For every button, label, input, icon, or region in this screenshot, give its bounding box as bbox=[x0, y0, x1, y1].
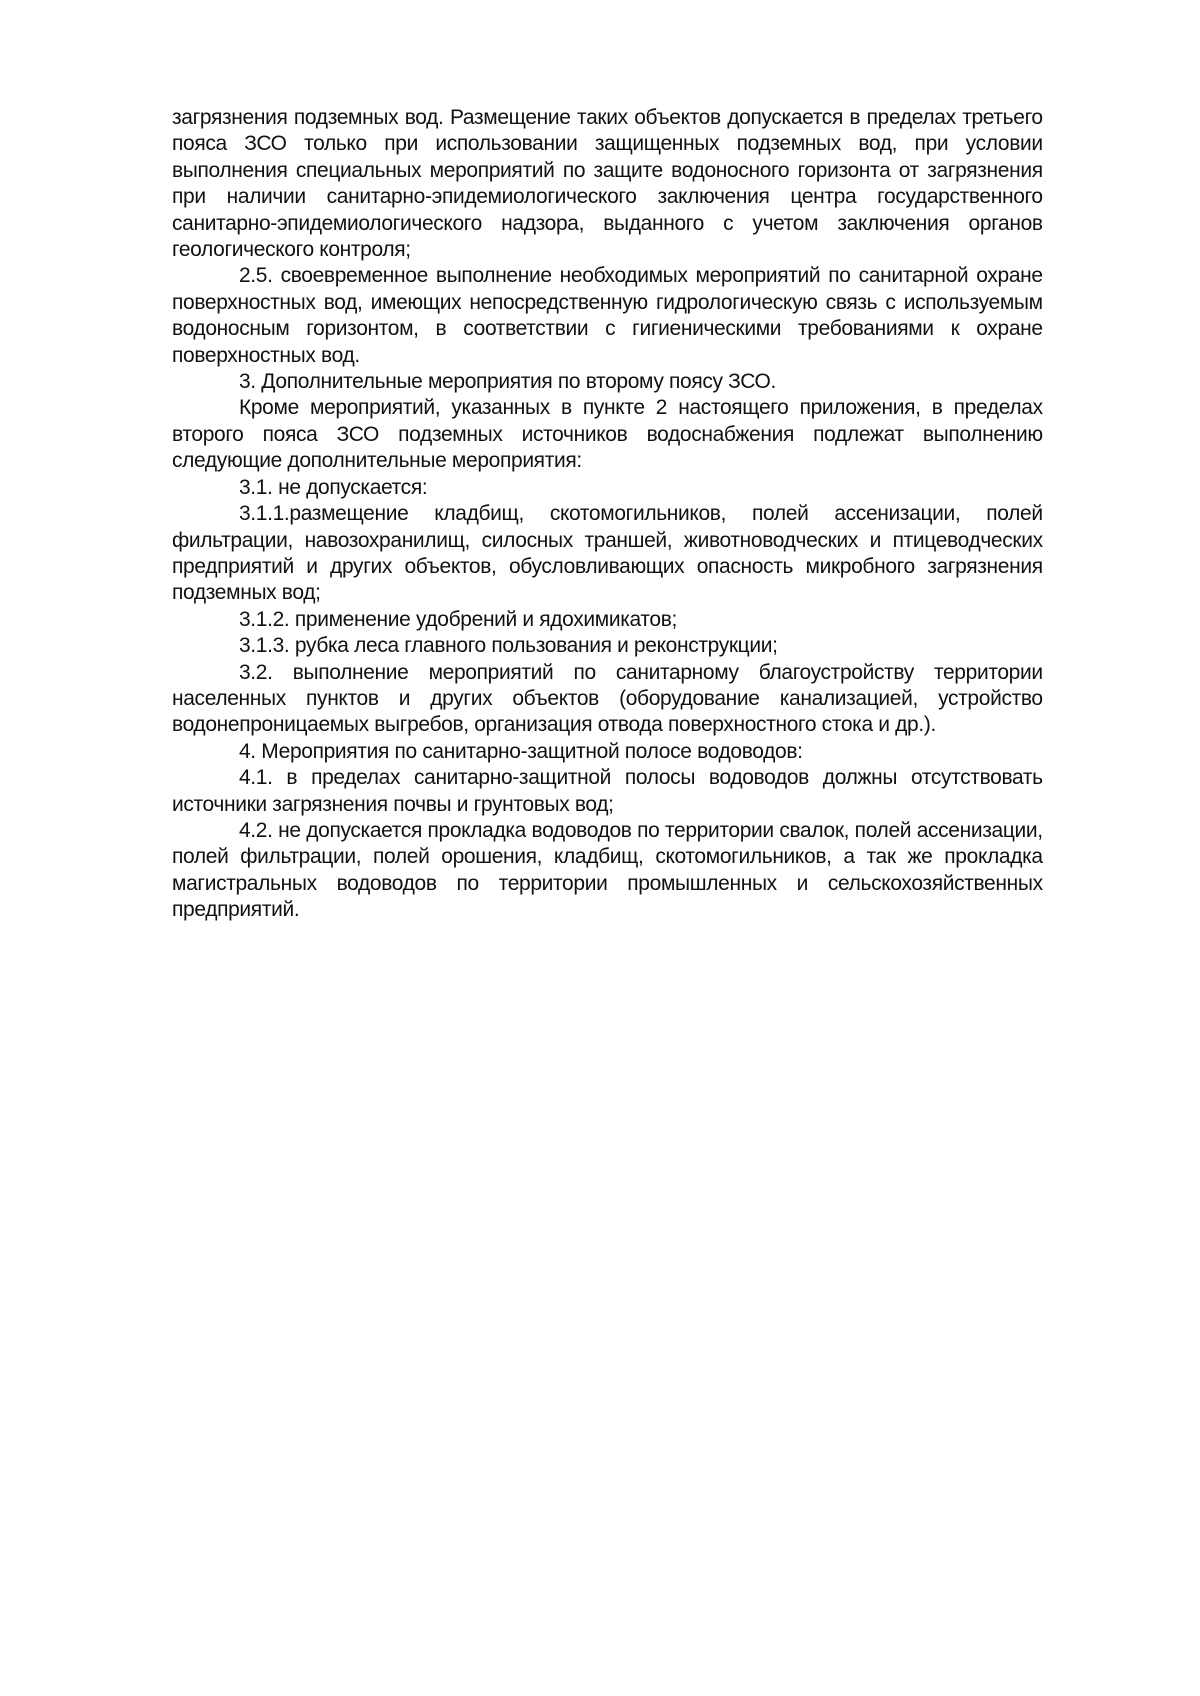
paragraph-3-2: 3.2. выполнение мероприятий по санитарному благоустройству территории населенных пунктов и других объектов (оборудование канализацией, устройство водонепроницаемых выгребов, организация отвода поверхностного стока и др.). bbox=[172, 659, 1043, 737]
paragraph-3-1-1: 3.1.1.размещение кладбищ, скотомогильников, полей ассенизации, полей фильтрации, навозохранилищ, силосных траншей, животноводческих и птицеводческих предприятий и других объектов, обусловливающих опасность микробного загрязнения подземных вод; bbox=[172, 501, 1043, 605]
paragraph-4-heading: 4. Мероприятия по санитарно-защитной полосе водоводов: bbox=[238, 738, 803, 763]
document-page bbox=[172, 104, 1043, 923]
paragraph-4-1: 4.1. в пределах санитарно-защитной полосы водоводов должны отсутствовать источники загрязнения почвы и грунтовых вод; bbox=[172, 765, 1043, 816]
paragraph-3-heading: 3. Дополнительные мероприятия по второму поясу ЗСО. bbox=[238, 369, 776, 394]
paragraph-intro: загрязнения подземных вод. Размещение таких объектов допускается в пределах третьего пояса ЗСО только при использовании защищенных подземных вод, при условии выполнения специальных мероприятий по защите водоносного горизонта от загрязнения при наличии санитарно-эпидемиологического заключения центра государственного санитарно-эпидемиологического надзора, выданного с учетом заключения органов геологического контроля; bbox=[172, 105, 1043, 262]
paragraph-3-1: 3.1. не допускается: bbox=[238, 474, 428, 499]
paragraph-2-5: 2.5. своевременное выполнение необходимых мероприятий по санитарной охране поверхностных вод, имеющих непосредственную гидрологическую связь с используемым водоносным горизонтом, в соответствии с гигиеническими требованиями к охране поверхностных вод. bbox=[172, 263, 1043, 367]
paragraph-3-1-3: 3.1.3. рубка леса главного пользования и реконструкции; bbox=[238, 633, 778, 658]
paragraph-4-2: 4.2. не допускается прокладка водоводов по территории свалок, полей ассенизации, полей фильтрации, полей орошения, кладбищ, скотомогильников, а так же прокладка магистральных водоводов по территории промышленных и сельскохозяйственных предприятий. bbox=[172, 817, 1043, 922]
paragraph-3-intro: Кроме мероприятий, указанных в пункте 2 настоящего приложения, в пределах второго пояса ЗСО подземных источников водоснабжения подлежат выполнению следующие дополнительные мероприятия: bbox=[172, 395, 1043, 473]
paragraph-3-1-2: 3.1.2. применение удобрений и ядохимикатов; bbox=[238, 606, 678, 631]
